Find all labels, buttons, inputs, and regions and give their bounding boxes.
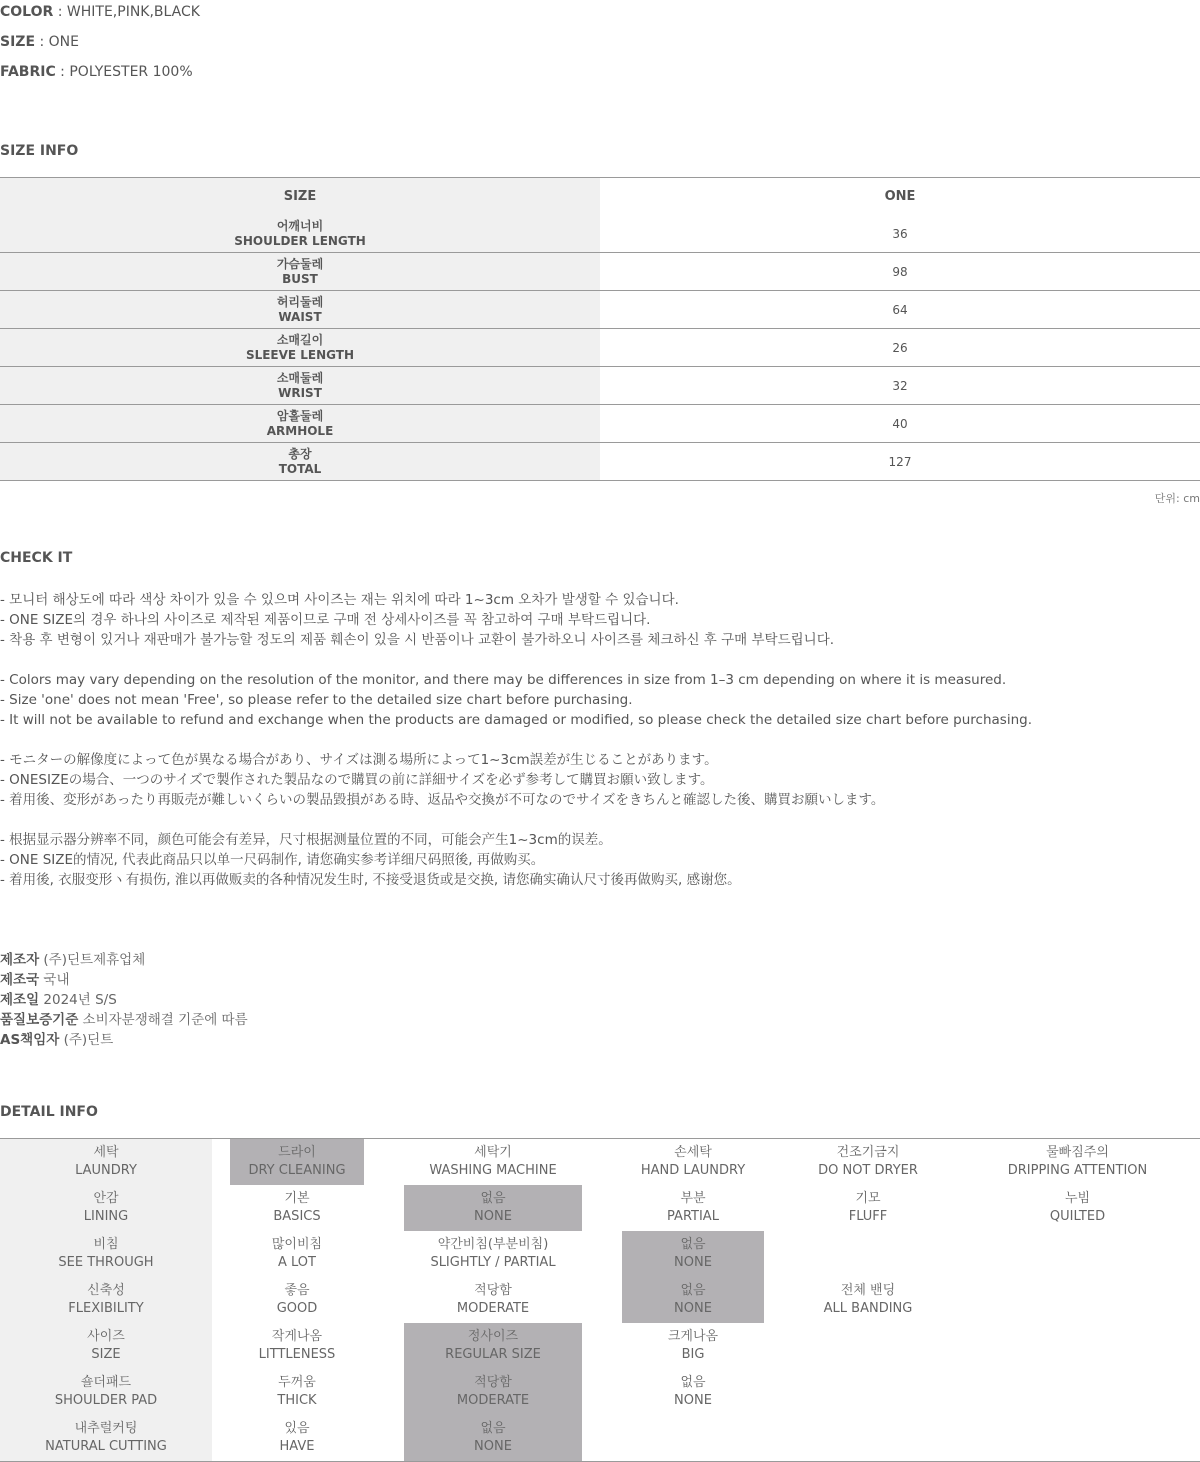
detail-option [955,1185,1200,1231]
detail-row-head [0,1231,212,1277]
size-row-label-en: SHOULDER LENGTH [234,233,366,248]
notice-line: - 모니터 해상도에 따라 색상 차이가 있을 수 있으며 사이즈는 재는 위치에 따라 1~3cm 오차가 발생할 수 있습니다. [0,592,679,608]
size-row-label [0,291,600,329]
spec-size-value: : ONE [35,34,79,50]
detail-option [780,1277,956,1323]
spec-color [0,4,200,20]
detail-option-ko: 건조기금지 [836,1145,900,1160]
size-row [0,329,1200,367]
size-row-value: 32 [600,367,1200,405]
notice-line: - 着用後, 衣服变形ヽ有损伤, 淮以再做贩卖的各种情况发生时, 不接受退货或是交换, 请您确实确认尺寸後再做购买, 感谢您。 [0,872,741,888]
detail-option-en: BASICS [273,1209,321,1224]
detail-row-head [0,1185,212,1231]
detail-row-head [0,1415,212,1461]
detail-option-en: HAVE [279,1439,315,1454]
detail-option-en: MODERATE [456,1393,530,1408]
detail-option-ko: 없음 [480,1191,506,1206]
detail-option-ko: 작게나옴 [271,1329,323,1344]
detail-row [0,1277,1200,1323]
size-row [0,215,1200,253]
maker-value: (주)딘트 [59,1032,114,1048]
notice-line: - 착용 후 변형이 있거나 재판매가 불가능할 정도의 제품 훼손이 있을 시 반품이나 교환이 불가하오니 사이즈를 체크하신 후 구매 부탁드립니다. [0,632,835,648]
detail-option-selected [622,1231,764,1277]
detail-option-en: HAND LAUNDRY [640,1163,746,1178]
detail-option-ko: 약간비침(부분비침) [437,1237,549,1252]
maker-info [0,950,248,1050]
maker-key: 제조일 [0,992,40,1008]
detail-row-head [0,1323,212,1369]
size-row-label-en: WRIST [278,385,322,400]
notice-group [0,590,1032,650]
size-row-label-en: WAIST [278,309,322,324]
spec-fabric-key: FABRIC [0,64,56,80]
detail-option [230,1231,364,1277]
detail-option-ko: 없음 [480,1421,506,1436]
maker-row [0,1030,248,1050]
detail-head-ko: 안감 [93,1191,119,1206]
maker-row [0,990,248,1010]
detail-head-ko: 비침 [93,1237,119,1252]
size-row-value: 98 [600,253,1200,291]
detail-option-en: NONE [674,1301,712,1316]
detail-row-head [0,1277,212,1323]
size-row-label-ko: 소매둘레 [276,370,324,385]
detail-option-en: QUILTED [1049,1209,1106,1224]
detail-head-ko: 사이즈 [87,1329,125,1344]
detail-row [0,1415,1200,1461]
detail-option-ko: 물빠짐주의 [1046,1145,1109,1160]
detail-head-ko: 신축성 [87,1283,125,1298]
detail-option-selected [404,1323,582,1369]
detail-option [780,1185,956,1231]
notice-list [0,590,1032,910]
size-row-label-ko: 어깨너비 [276,218,324,233]
spec-size [0,34,79,50]
maker-value: 2024년 S/S [39,992,117,1008]
maker-row [0,1010,248,1030]
size-row [0,253,1200,291]
detail-row [0,1323,1200,1369]
spec-color-key: COLOR [0,4,54,20]
detail-option [622,1369,764,1415]
detail-option-en: DO NOT DRYER [818,1163,918,1178]
detail-option-ko: 기모 [855,1191,881,1206]
notice-line: - 着用後、変形があったり再販売が難しいくらいの製品毀損がある時、返品や交換が不可なのでサイズをきちんと確認した後、購買お願いします。 [0,792,885,808]
size-row-value: 26 [600,329,1200,367]
size-row-label-en: TOTAL [278,461,322,476]
maker-row [0,970,248,990]
detail-option-en: LITTLENESS [258,1347,336,1362]
maker-row [0,950,248,970]
size-table-header [0,178,1200,216]
detail-table [0,1138,1200,1462]
size-row-label [0,443,600,481]
notice-line: - Size 'one' does not mean 'Free', so please refer to the detailed size chart before purchasing. [0,692,633,708]
maker-key: AS책임자 [0,1032,60,1048]
detail-option-selected [230,1139,364,1185]
detail-option-ko: 전체 밴딩 [840,1283,896,1298]
detail-option-en: GOOD [276,1301,318,1316]
detail-option-en: DRIPPING ATTENTION [1007,1163,1148,1178]
notice-group [0,830,1032,890]
detail-option-ko: 두꺼움 [278,1375,316,1390]
detail-option-en: SLIGHTLY / PARTIAL [430,1255,556,1270]
spec-size-key: SIZE [0,34,36,50]
notice-line: - Colors may vary depending on the resolution of the monitor, and there may be differences in size from 1–3 cm depending on where it is measured. [0,672,1007,688]
size-row-value: 127 [888,454,912,469]
detail-option [230,1369,364,1415]
notice-line: - 根据显示器分辨率不同，颜色可能会有差异，尺寸根据测量位置的不同，可能会产生1~3cm的误差。 [0,832,612,848]
detail-option [230,1185,364,1231]
size-row-label-ko: 허리둘레 [276,294,324,309]
size-row-label-ko: 가슴둘레 [276,256,324,271]
size-table [0,177,1200,481]
detail-option-ko: 손세탁 [674,1145,712,1160]
detail-option-ko: 없음 [680,1283,706,1298]
notice-line: - ONESIZEの場合、一つのサイズで製作された製品なので購買の前に詳細サイズを必ず参考して購買お願い致します。 [0,772,714,788]
maker-key: 제조국 [0,972,40,988]
detail-option [404,1277,582,1323]
maker-key: 품질보증기준 [0,1012,79,1028]
detail-row [0,1231,1200,1277]
detail-option [622,1185,764,1231]
spec-color-value: : WHITE,PINK,BLACK [53,4,200,20]
detail-row-head [0,1139,212,1185]
detail-option-en: MODERATE [456,1301,530,1316]
detail-option-ko: 기본 [284,1191,310,1206]
detail-info-title: DETAIL INFO [0,1104,98,1120]
spec-fabric-value: : POLYESTER 100% [55,64,193,80]
detail-option-ko: 없음 [680,1237,706,1252]
detail-option-en: NONE [674,1255,712,1270]
size-row-label-en: BUST [282,271,318,286]
detail-option-en: ALL BANDING [823,1301,913,1316]
size-row-label-ko: 암홀둘레 [276,408,324,423]
detail-head-en: SEE THROUGH [58,1255,154,1270]
maker-value: 국내 [39,972,70,988]
detail-option-selected [404,1415,582,1461]
detail-head-en: NATURAL CUTTING [45,1439,167,1454]
detail-option-selected [404,1369,582,1415]
detail-option [780,1139,956,1185]
maker-value: (주)딘트제휴업체 [39,952,146,968]
detail-option-ko: 적당함 [474,1375,512,1390]
notice-line: - ONE SIZE的情况, 代表此商品只以单一尺码制作, 请您确实参考详细尺码照後, 再做购买。 [0,852,545,868]
size-row-label [0,329,600,367]
detail-option-en: WASHING MACHINE [429,1163,557,1178]
size-row-label-ko: 총장 [288,446,312,461]
detail-option [622,1139,764,1185]
detail-option [230,1415,364,1461]
detail-option-ko: 크게나옴 [667,1329,719,1344]
detail-option-ko: 세탁기 [474,1145,512,1160]
detail-option-en: A LOT [278,1255,316,1270]
detail-option-ko: 정사이즈 [467,1329,519,1344]
detail-head-en: LAUNDRY [75,1163,137,1178]
detail-option-en: NONE [474,1439,512,1454]
size-row [0,291,1200,329]
detail-option-ko: 드라이 [278,1145,316,1160]
detail-option-en: NONE [674,1393,712,1408]
detail-head-ko: 세탁 [93,1145,119,1160]
detail-option-ko: 많이비침 [271,1237,323,1252]
detail-option-en: NONE [474,1209,512,1224]
detail-option-en: BIG [681,1347,705,1362]
unit-label: 단위: cm [1154,492,1200,505]
detail-option [955,1139,1200,1185]
size-row-label [0,215,600,253]
detail-head-en: SIZE [91,1347,121,1362]
detail-option-selected [404,1185,582,1231]
detail-option-ko: 적당함 [474,1283,512,1298]
size-row [0,443,1200,481]
size-info-title: SIZE INFO [0,143,79,159]
notice-group [0,670,1032,730]
detail-option-en: PARTIAL [667,1209,719,1224]
detail-row-head [0,1369,212,1415]
notice-line: - ONE SIZE의 경우 하나의 사이즈로 제작된 제품이므로 구매 전 상세사이즈를 꼭 참고하여 구매 부탁드립니다. [0,612,651,628]
notice-line: - It will not be available to refund and exchange when the products are damaged or modified, so please check the detailed size chart before purchasing. [0,712,1032,728]
detail-option [404,1231,582,1277]
detail-head-en: LINING [83,1209,129,1224]
size-header-label: SIZE [0,178,600,216]
detail-option [622,1323,764,1369]
check-it-title: CHECK IT [0,550,73,566]
notice-group [0,750,1032,810]
detail-option [230,1323,364,1369]
detail-option-ko: 부분 [680,1191,706,1206]
detail-option-ko: 있음 [284,1421,310,1436]
maker-value: 소비자분쟁해결 기준에 따름 [78,1012,248,1028]
detail-head-en: FLEXIBILITY [68,1301,144,1316]
size-row-value: 36 [600,215,1200,253]
detail-head-ko: 숄더패드 [80,1375,132,1390]
size-row-label-en: SLEEVE LENGTH [245,347,355,362]
detail-row [0,1185,1200,1231]
detail-option-en: FLUFF [848,1209,888,1224]
size-row-label [0,253,600,291]
detail-option-selected [622,1277,764,1323]
size-row-label [0,405,600,443]
spec-fabric [0,64,193,80]
detail-option-ko: 좋음 [284,1283,310,1298]
detail-row [0,1369,1200,1415]
detail-head-en: SHOULDER PAD [54,1393,158,1408]
size-row-label [0,367,600,405]
size-row-value: 40 [600,405,1200,443]
detail-row [0,1139,1200,1185]
detail-option [230,1277,364,1323]
detail-option-en: THICK [277,1393,317,1408]
detail-option-ko: 없음 [680,1375,706,1390]
size-header-value: ONE [884,189,916,204]
detail-option-en: REGULAR SIZE [445,1347,541,1362]
size-row-label-ko: 소매길이 [276,332,324,347]
size-row [0,405,1200,443]
notice-line: - モニターの解像度によって色が異なる場合があり、サイズは測る場所によって1~3cm誤差が生じることがあります。 [0,752,718,768]
size-row-value: 64 [600,291,1200,329]
detail-option-en: DRY CLEANING [248,1163,346,1178]
size-row [0,367,1200,405]
detail-option [404,1139,582,1185]
maker-key: 제조자 [0,952,40,968]
detail-head-ko: 내추럴커팅 [74,1421,138,1436]
detail-option-ko: 누빔 [1064,1191,1091,1206]
size-row-label-en: ARMHOLE [266,423,334,438]
